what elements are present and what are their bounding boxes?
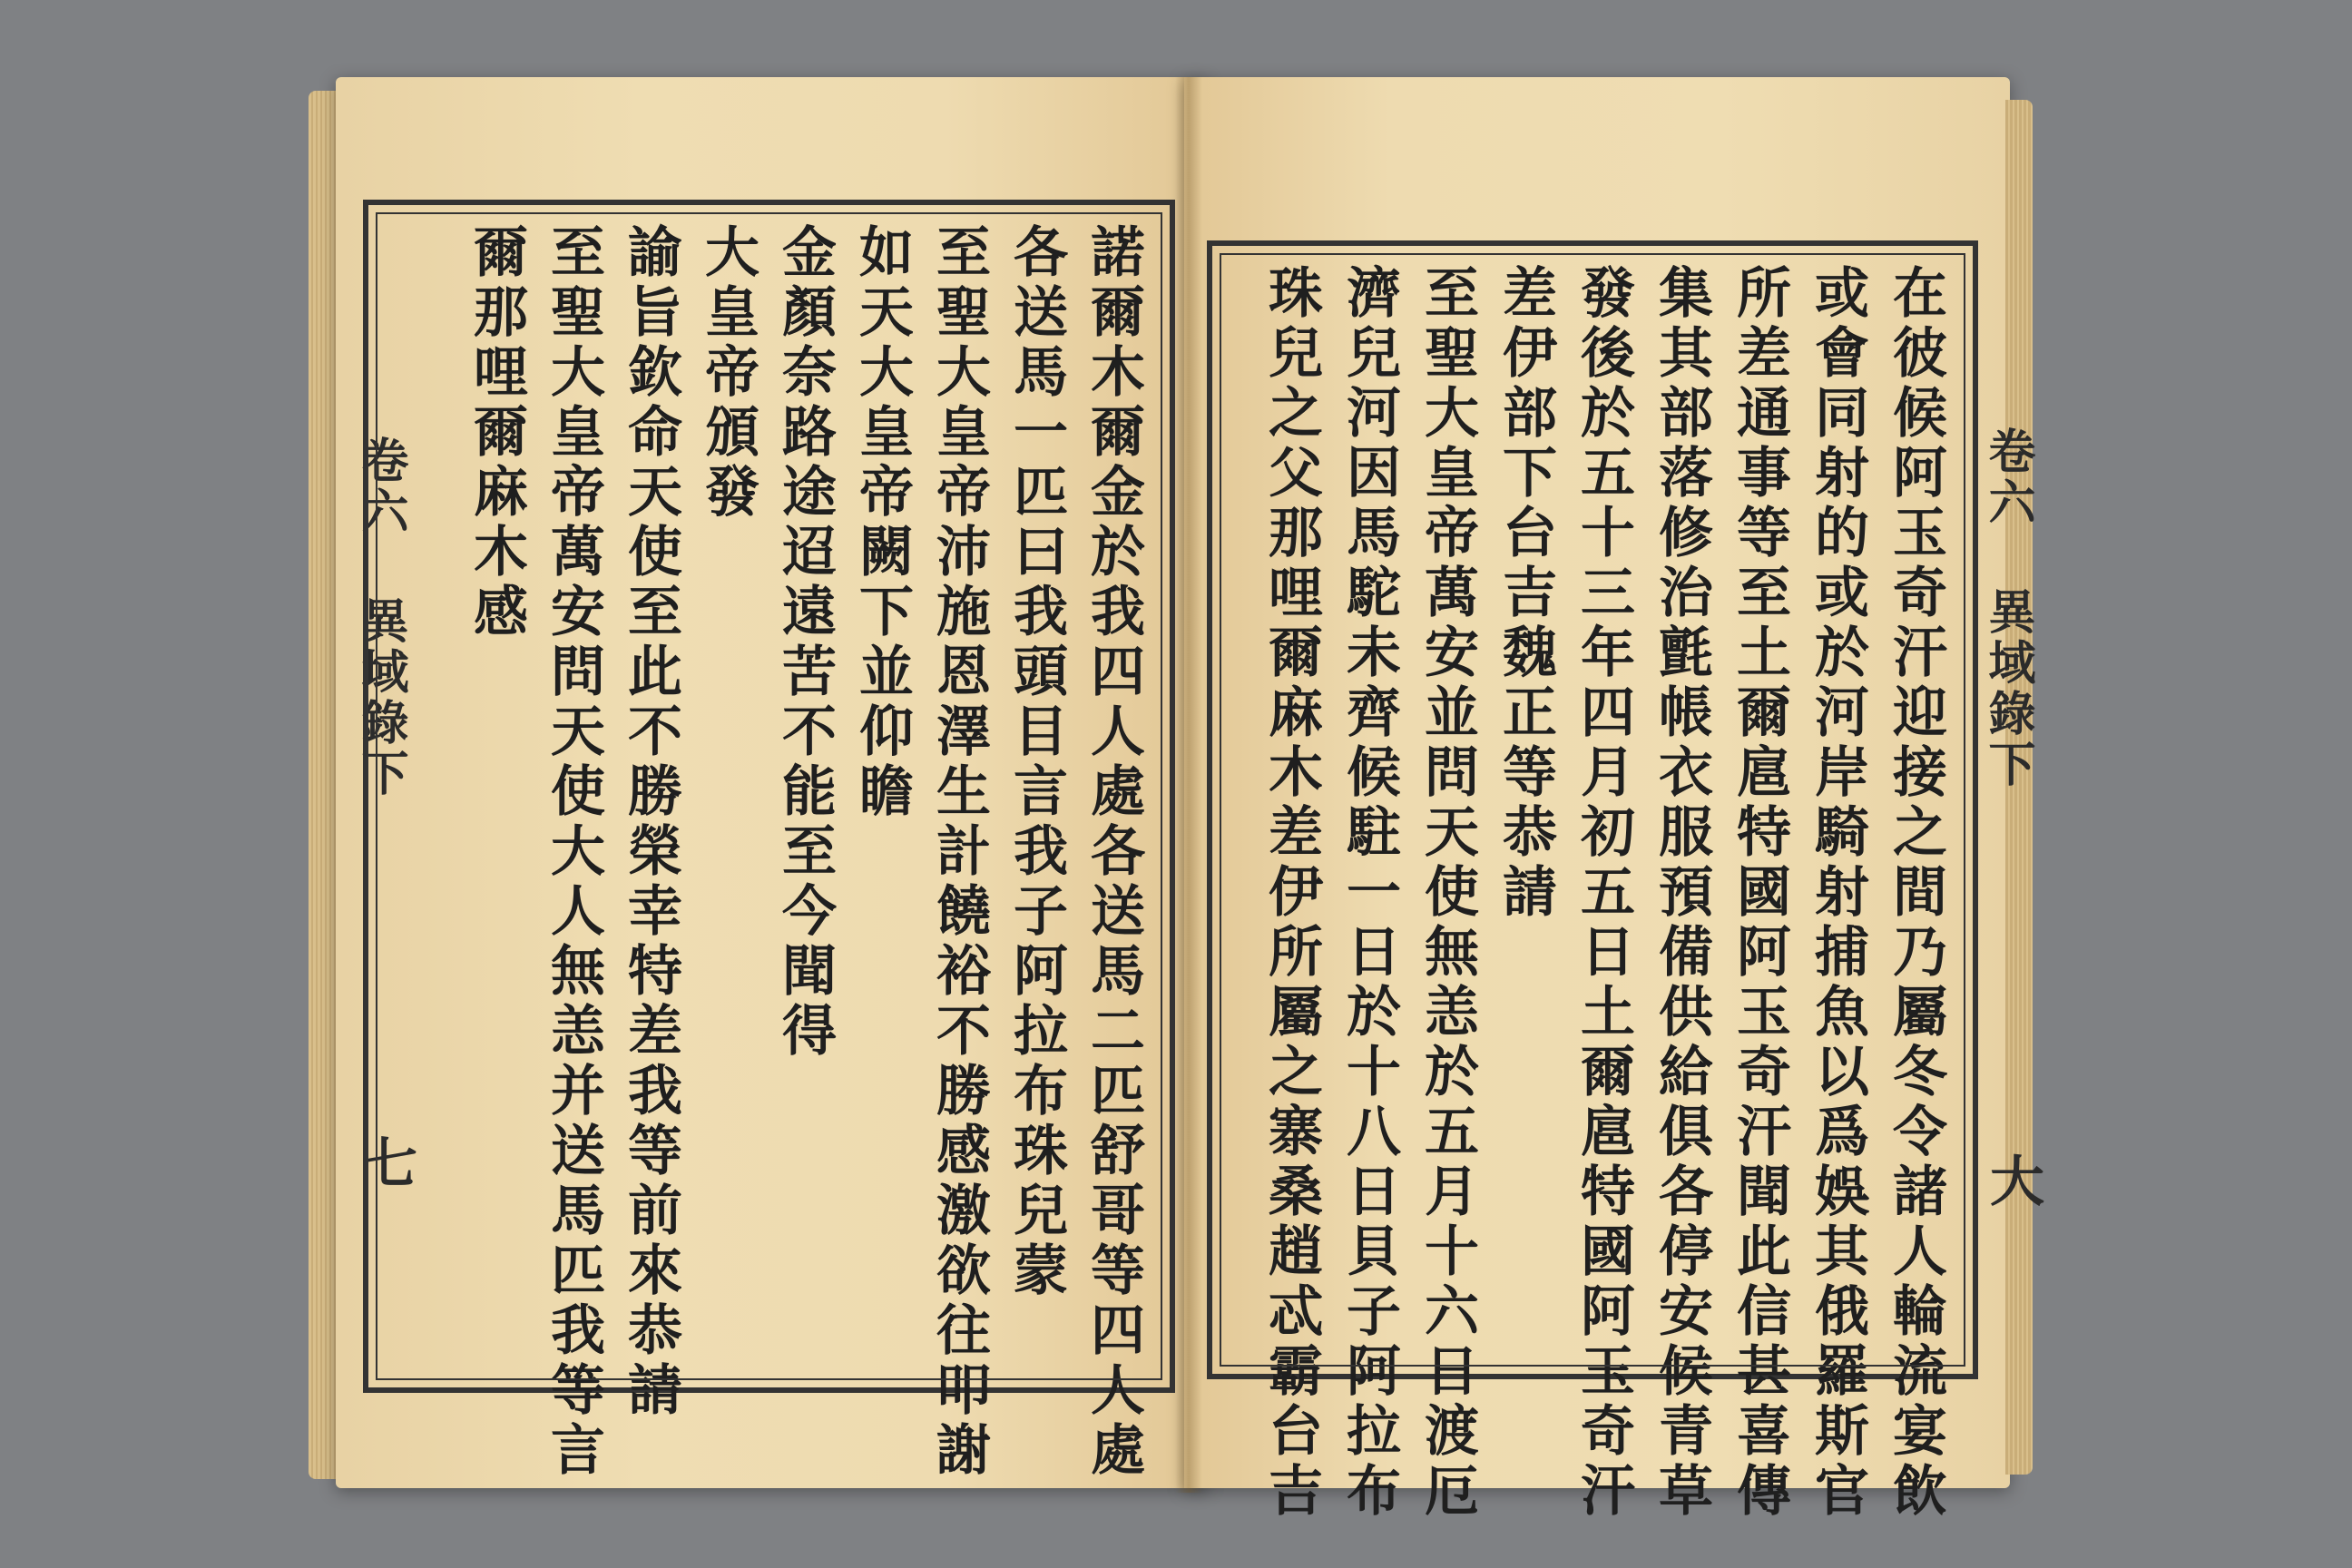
left-page-number: 七	[354, 1134, 417, 1192]
book-gutter	[1175, 77, 1202, 1493]
right-margin-title: 卷六 異域錄下	[1980, 426, 2035, 790]
left-text-frame	[363, 200, 1175, 1481]
text-column: 濟兒河因馬駝未齊候駐一日於十八日貝子阿拉布	[1338, 264, 1401, 1522]
text-column: 所差通事等至土爾扈特國阿玉奇汗聞此信甚喜傳	[1728, 264, 1791, 1522]
text-column: 或會同射的或於河岸騎射捕魚以爲娛其俄羅斯官	[1806, 264, 1869, 1522]
text-column: 在彼候阿玉奇汗迎接之間乃屬冬令諸人輪流宴飲	[1884, 264, 1947, 1522]
left-margin-title: 卷六 異域錄下	[353, 436, 408, 799]
text-column: 如天大皇帝闕下並仰瞻	[850, 223, 914, 822]
text-column: 珠兒之父那哩爾麻木差伊所屬之寨桑趙忒霸台吉	[1259, 264, 1323, 1522]
text-column: 爾那哩爾麻木感	[465, 223, 528, 642]
text-column: 至聖大皇帝萬安並問天使無恙於五月十六日渡厄	[1416, 264, 1479, 1522]
text-column: 至聖大皇帝萬安問天使大人無恙并送馬匹我等言	[542, 223, 605, 1481]
right-text-frame	[1207, 240, 1978, 1522]
text-column: 至聖大皇帝沛施恩澤生計饒裕不勝感激欲往叩謝	[927, 223, 991, 1481]
text-column: 差伊部下台吉魏正等恭請	[1494, 264, 1557, 923]
left-text-columns	[387, 223, 1152, 1481]
text-column: 集其部落修治氈帳衣服預備供給俱各停安候青草	[1650, 264, 1713, 1522]
text-column: 各送馬一匹曰我頭目言我子阿拉布珠兒蒙	[1004, 223, 1068, 1301]
text-column: 諾爾木爾金於我四人處各送馬二匹舒哥等四人處	[1082, 223, 1145, 1481]
text-column: 發後於五十三年四月初五日土爾扈特國阿玉奇汗	[1572, 264, 1635, 1522]
text-column: 大皇帝頒發	[696, 223, 760, 523]
text-column: 金顏奈路途迢遠苦不能至今聞得	[773, 223, 837, 1062]
text-column: 諭旨欽命天使至此不勝榮幸特差我等前來恭請	[619, 223, 682, 1421]
open-book	[309, 77, 2044, 1522]
right-text-columns	[1230, 264, 1955, 1522]
right-page-number: 大	[1981, 1152, 2044, 1210]
